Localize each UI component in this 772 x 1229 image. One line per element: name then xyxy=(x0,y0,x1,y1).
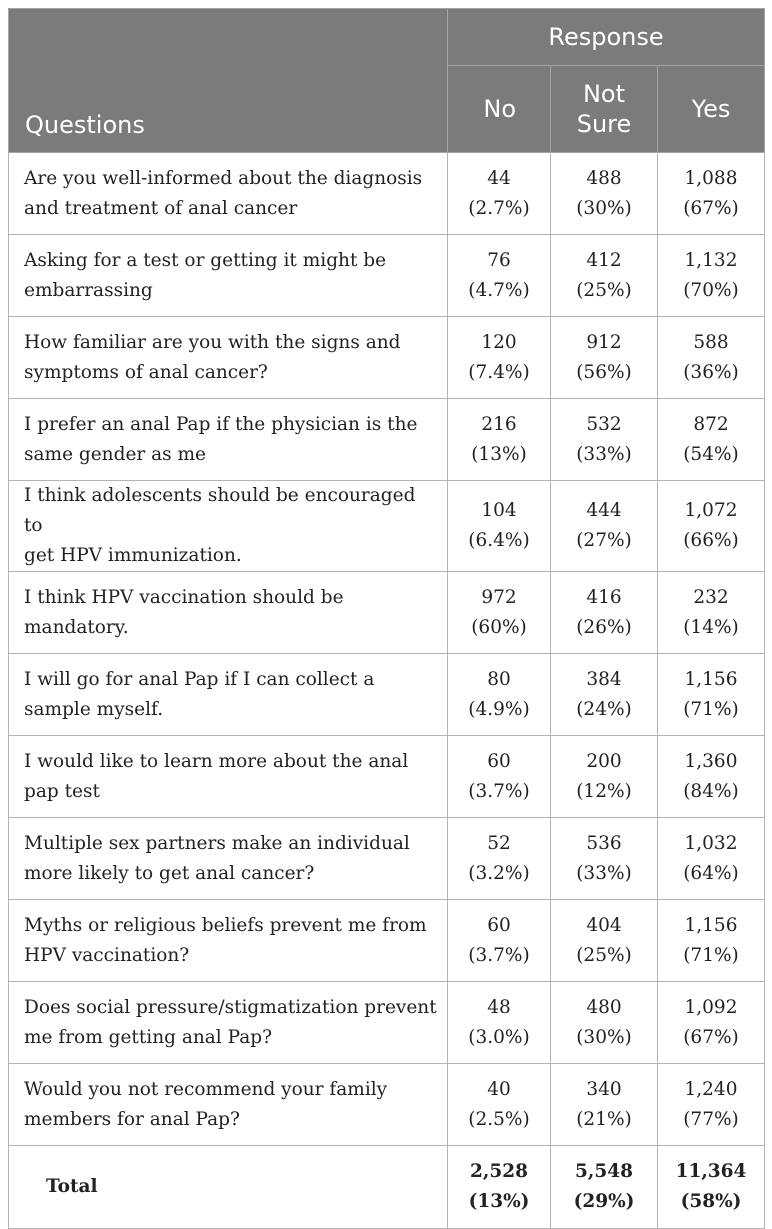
no-cell xyxy=(448,1064,551,1146)
yes-cell xyxy=(658,317,765,399)
not-sure-cell xyxy=(551,1064,658,1146)
no-cell xyxy=(448,399,551,481)
not-sure-cell xyxy=(551,399,658,481)
survey-response-table xyxy=(8,8,765,1229)
yes-percent: (67%) xyxy=(683,1026,739,1048)
no-count: 972 xyxy=(481,586,517,608)
question-text-line2: embarrassing xyxy=(24,279,153,301)
no-count: 40 xyxy=(487,1078,511,1100)
column-header-not-sure-line2: Sure xyxy=(576,110,632,138)
table-row xyxy=(9,818,765,900)
not-sure-percent: (27%) xyxy=(576,530,632,551)
total-not-sure-cell xyxy=(551,1146,658,1229)
question-text-line1: How familiar are you with the signs and xyxy=(24,331,401,353)
no-cell xyxy=(448,900,551,982)
question-text-line2: mandatory. xyxy=(24,616,129,638)
column-header-not-sure-line1: Not xyxy=(582,80,626,108)
yes-cell xyxy=(658,982,765,1064)
not-sure-count: 404 xyxy=(586,914,622,936)
no-percent: (4.7%) xyxy=(468,279,530,301)
question-text-line2: get HPV immunization. xyxy=(24,545,242,566)
not-sure-count: 532 xyxy=(586,413,622,435)
no-cell xyxy=(448,572,551,654)
yes-count: 1,156 xyxy=(684,914,738,936)
yes-count: 1,132 xyxy=(684,249,738,271)
no-cell xyxy=(448,654,551,736)
yes-cell xyxy=(658,153,765,235)
table-row xyxy=(9,654,765,736)
question-cell xyxy=(9,900,448,982)
total-not-sure-count: 5,548 xyxy=(575,1161,633,1182)
question-text-line2: sample myself. xyxy=(24,698,164,720)
no-cell xyxy=(448,153,551,235)
yes-percent: (67%) xyxy=(683,197,739,219)
column-header-yes xyxy=(658,66,765,153)
question-cell xyxy=(9,736,448,818)
total-no-cell xyxy=(448,1146,551,1229)
no-count: 120 xyxy=(481,331,517,353)
not-sure-count: 340 xyxy=(586,1078,622,1100)
yes-percent: (84%) xyxy=(683,780,739,802)
yes-count: 1,088 xyxy=(684,167,738,189)
question-text-line1: I think adolescents should be encouraged to xyxy=(24,485,416,536)
question-text-line1: Multiple sex partners make an individual xyxy=(24,832,410,854)
not-sure-percent: (12%) xyxy=(576,780,632,802)
yes-percent: (64%) xyxy=(683,862,739,884)
yes-count: 872 xyxy=(693,413,729,435)
yes-count: 1,240 xyxy=(684,1078,738,1100)
question-text-line1: Are you well-informed about the diagnosis xyxy=(24,167,423,189)
yes-cell xyxy=(658,900,765,982)
question-text-line1: I prefer an anal Pap if the physician is the xyxy=(24,413,418,435)
no-cell xyxy=(448,736,551,818)
column-header-no xyxy=(448,66,551,153)
not-sure-count: 536 xyxy=(586,832,622,854)
column-header-yes-label: Yes xyxy=(691,95,731,123)
not-sure-count: 412 xyxy=(586,249,622,271)
question-text-line2: members for anal Pap? xyxy=(24,1108,240,1130)
yes-cell xyxy=(658,818,765,900)
yes-percent: (77%) xyxy=(683,1108,739,1130)
question-text-line2: me from getting anal Pap? xyxy=(24,1026,273,1048)
yes-count: 232 xyxy=(693,586,729,608)
table-row xyxy=(9,481,765,572)
table-row xyxy=(9,399,765,481)
total-yes-percent: (58%) xyxy=(680,1191,742,1212)
not-sure-count: 488 xyxy=(586,167,622,189)
not-sure-cell xyxy=(551,654,658,736)
not-sure-percent: (56%) xyxy=(576,361,632,383)
not-sure-count: 444 xyxy=(586,500,622,521)
yes-cell xyxy=(658,1064,765,1146)
not-sure-cell xyxy=(551,982,658,1064)
total-not-sure-percent: (29%) xyxy=(573,1191,635,1212)
question-cell xyxy=(9,572,448,654)
not-sure-percent: (30%) xyxy=(576,197,632,219)
not-sure-count: 384 xyxy=(586,668,622,690)
table-row xyxy=(9,1064,765,1146)
question-text-line1: I would like to learn more about the anal xyxy=(24,750,409,772)
yes-percent: (71%) xyxy=(683,698,739,720)
no-percent: (13%) xyxy=(471,443,527,465)
table-row xyxy=(9,235,765,317)
no-count: 52 xyxy=(487,832,511,854)
question-text-line2: symptoms of anal cancer? xyxy=(24,361,268,383)
yes-count: 1,032 xyxy=(684,832,738,854)
table-total xyxy=(9,1146,765,1229)
table-row xyxy=(9,982,765,1064)
not-sure-percent: (24%) xyxy=(576,698,632,720)
no-cell xyxy=(448,317,551,399)
no-percent: (2.7%) xyxy=(468,197,530,219)
not-sure-cell xyxy=(551,235,658,317)
total-yes-cell xyxy=(658,1146,765,1229)
no-percent: (2.5%) xyxy=(468,1108,530,1130)
not-sure-cell xyxy=(551,317,658,399)
no-percent: (6.4%) xyxy=(468,530,530,551)
yes-percent: (14%) xyxy=(683,616,739,638)
no-cell xyxy=(448,481,551,572)
no-count: 76 xyxy=(487,249,511,271)
not-sure-count: 200 xyxy=(586,750,622,772)
not-sure-cell xyxy=(551,572,658,654)
question-cell xyxy=(9,1064,448,1146)
column-header-not-sure xyxy=(551,66,658,153)
question-cell xyxy=(9,982,448,1064)
no-count: 48 xyxy=(487,996,511,1018)
question-text-line2: more likely to get anal cancer? xyxy=(24,862,315,884)
table-body xyxy=(9,153,765,1146)
question-cell xyxy=(9,818,448,900)
yes-cell xyxy=(658,235,765,317)
question-cell xyxy=(9,399,448,481)
yes-count: 1,156 xyxy=(684,668,738,690)
no-count: 60 xyxy=(487,750,511,772)
question-text-line2: and treatment of anal cancer xyxy=(24,197,298,219)
not-sure-percent: (21%) xyxy=(576,1108,632,1130)
table-row xyxy=(9,572,765,654)
no-percent: (3.7%) xyxy=(468,780,530,802)
no-percent: (3.0%) xyxy=(468,1026,530,1048)
table-row xyxy=(9,736,765,818)
yes-count: 1,092 xyxy=(684,996,738,1018)
not-sure-cell xyxy=(551,736,658,818)
no-percent: (3.2%) xyxy=(468,862,530,884)
not-sure-percent: (25%) xyxy=(576,944,632,966)
yes-count: 588 xyxy=(693,331,729,353)
yes-percent: (70%) xyxy=(683,279,739,301)
no-cell xyxy=(448,235,551,317)
table-row xyxy=(9,317,765,399)
not-sure-percent: (25%) xyxy=(576,279,632,301)
no-cell xyxy=(448,818,551,900)
question-text-line1: Myths or religious beliefs prevent me from xyxy=(24,914,427,936)
yes-cell xyxy=(658,654,765,736)
total-no-percent: (13%) xyxy=(468,1191,530,1212)
question-cell xyxy=(9,481,448,572)
table-header xyxy=(9,9,765,153)
no-percent: (7.4%) xyxy=(468,361,530,383)
question-text-line1: I think HPV vaccination should be xyxy=(24,586,344,608)
question-text-line2: HPV vaccination? xyxy=(24,944,190,966)
question-cell xyxy=(9,317,448,399)
not-sure-cell xyxy=(551,153,658,235)
no-count: 104 xyxy=(481,500,517,521)
not-sure-percent: (33%) xyxy=(576,443,632,465)
column-header-no-label: No xyxy=(483,95,516,123)
no-count: 216 xyxy=(481,413,517,435)
yes-count: 1,072 xyxy=(684,500,738,521)
yes-percent: (66%) xyxy=(683,530,739,551)
yes-cell xyxy=(658,399,765,481)
table-row xyxy=(9,153,765,235)
no-percent: (3.7%) xyxy=(468,944,530,966)
yes-cell xyxy=(658,736,765,818)
no-count: 60 xyxy=(487,914,511,936)
yes-percent: (36%) xyxy=(683,361,739,383)
yes-cell xyxy=(658,481,765,572)
question-cell xyxy=(9,153,448,235)
yes-cell xyxy=(658,572,765,654)
question-text-line1: Does social pressure/stigmatization prevent xyxy=(24,996,437,1018)
not-sure-count: 416 xyxy=(586,586,622,608)
response-group-header: Response xyxy=(448,9,765,66)
question-cell xyxy=(9,235,448,317)
question-text-line1: Would you not recommend your family xyxy=(24,1078,388,1100)
question-text-line2: pap test xyxy=(24,780,100,802)
yes-percent: (71%) xyxy=(683,944,739,966)
no-count: 44 xyxy=(487,167,511,189)
not-sure-cell xyxy=(551,900,658,982)
not-sure-cell xyxy=(551,818,658,900)
table-row xyxy=(9,900,765,982)
no-count: 80 xyxy=(487,668,511,690)
no-percent: (4.9%) xyxy=(468,698,530,720)
total-row xyxy=(9,1146,765,1229)
question-text-line2: same gender as me xyxy=(24,443,207,465)
question-text-line1: Asking for a test or getting it might be xyxy=(24,249,387,271)
questions-header: Questions xyxy=(9,9,448,153)
not-sure-percent: (30%) xyxy=(576,1026,632,1048)
yes-count: 1,360 xyxy=(684,750,738,772)
total-yes-count: 11,364 xyxy=(675,1161,747,1182)
not-sure-count: 912 xyxy=(586,331,622,353)
yes-percent: (54%) xyxy=(683,443,739,465)
not-sure-count: 480 xyxy=(586,996,622,1018)
question-cell xyxy=(9,654,448,736)
no-cell xyxy=(448,982,551,1064)
not-sure-percent: (33%) xyxy=(576,862,632,884)
not-sure-cell xyxy=(551,481,658,572)
total-label: Total xyxy=(9,1146,448,1229)
question-text-line1: I will go for anal Pap if I can collect a xyxy=(24,668,375,690)
no-percent: (60%) xyxy=(471,616,527,638)
not-sure-percent: (26%) xyxy=(576,616,632,638)
total-no-count: 2,528 xyxy=(470,1161,528,1182)
